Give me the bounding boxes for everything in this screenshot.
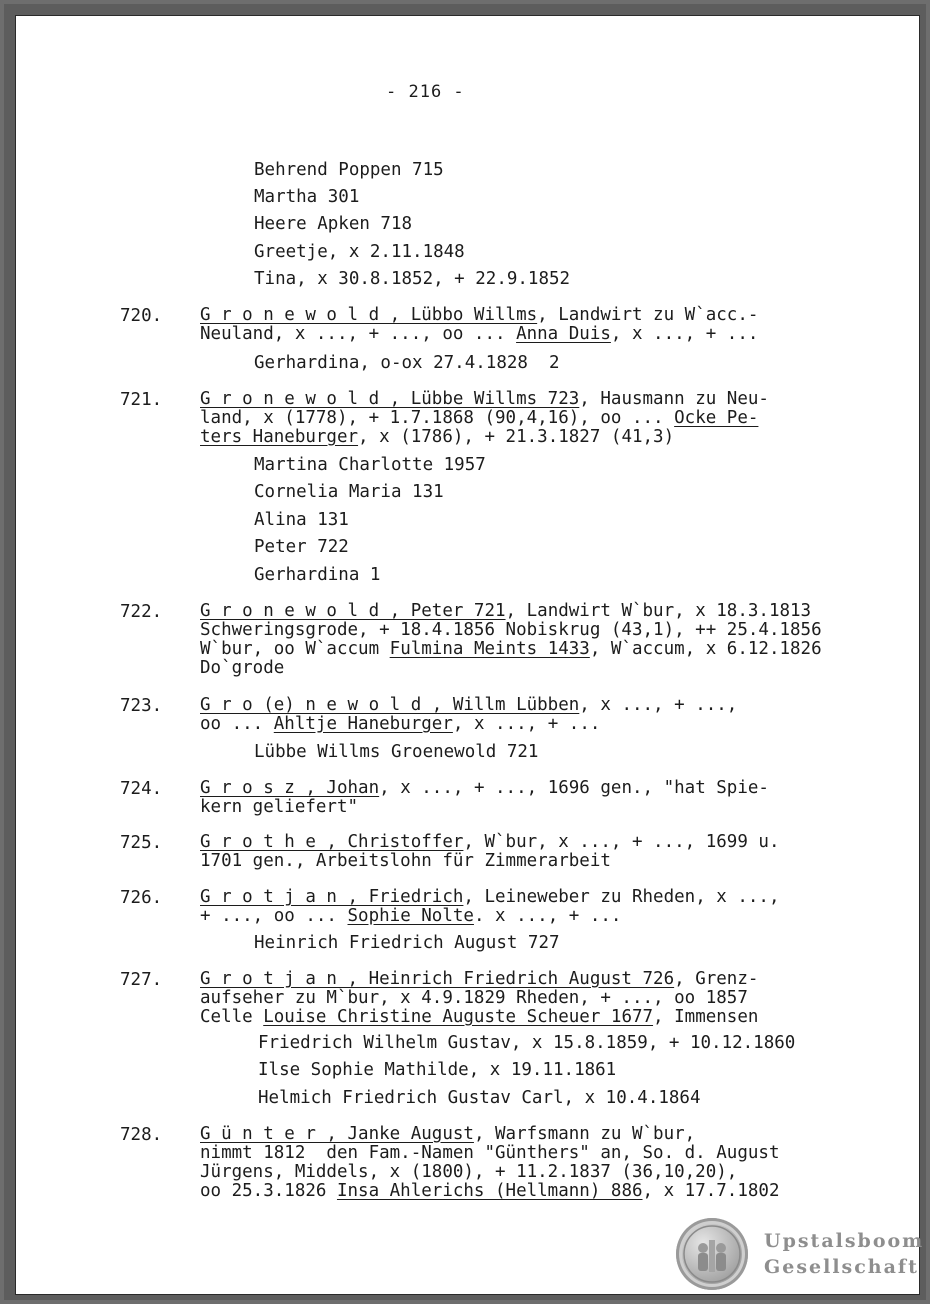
person-name: G r o n e w o l d , Lübbe Willms 723 <box>200 389 580 409</box>
child-line: Alina 131 <box>254 510 349 530</box>
person-name: G r o t j a n , Heinrich Friedrich August 726 <box>200 969 675 989</box>
entry-line <box>200 428 674 447</box>
entry-text: , Hausmann zu Neu- <box>579 389 769 409</box>
spouse-name: ters Haneburger <box>200 427 359 447</box>
entry-line <box>200 907 621 926</box>
entry-line <box>200 833 779 852</box>
entry-text: , x ..., + ..., <box>579 695 738 715</box>
entry-line <box>200 602 811 621</box>
person-name: G r o (e) n e w o l d , Willm Lübben <box>200 695 580 715</box>
entry-text: , x (1786), + 21.3.1827 (41,3) <box>358 427 675 447</box>
entry-line <box>200 696 737 715</box>
entry-line <box>200 640 822 659</box>
entry-line <box>200 715 600 734</box>
entry-line <box>200 325 758 344</box>
entry-number: 726. <box>120 888 163 908</box>
entry-text: , x ..., + ..., 1696 gen., "hat Spie- <box>379 778 769 798</box>
spouse-name: Ahltje Haneburger <box>273 714 453 734</box>
child-line: Behrend Poppen 715 <box>254 160 444 180</box>
child-line: Helmich Friedrich Gustav Carl, x 10.4.1864 <box>258 1088 701 1108</box>
spouse-name: Fulmina Meints 1433 <box>389 639 590 659</box>
spouse-name: Insa Ahlerichs (Hellmann) 886 <box>336 1181 643 1201</box>
entry-number: 720. <box>120 306 163 326</box>
entry-text: , Landwirt zu W`acc.- <box>537 305 759 325</box>
page-frame <box>4 4 926 1300</box>
entry-text: . x ..., + ... <box>473 906 622 926</box>
entry-text: , Warfsmann zu W`bur, <box>473 1124 696 1144</box>
person-name: G r o t j a n , Friedrich <box>200 887 464 907</box>
child-line: Ilse Sophie Mathilde, x 19.11.1861 <box>258 1060 617 1080</box>
entry-line <box>200 1125 695 1144</box>
entry-line: 1701 gen., Arbeitslohn für Zimmerarbeit <box>200 851 611 871</box>
child-line: Friedrich Wilhelm Gustav, x 15.8.1859, + 10.12.1860 <box>258 1033 796 1053</box>
entry-text: W`bur, oo W`accum <box>200 639 390 659</box>
entry-number: 722. <box>120 602 163 622</box>
child-line: Greetje, x 2.11.1848 <box>254 242 465 262</box>
entry-line: Do`grode <box>200 658 285 678</box>
child-line: Peter 722 <box>254 537 349 557</box>
child-line: Cornelia Maria 131 <box>254 482 444 502</box>
entry-line <box>200 888 779 907</box>
child-line: Heinrich Friedrich August 727 <box>254 933 560 953</box>
entry-text: , x ..., + ... <box>452 714 601 734</box>
entry-text: Celle <box>200 1007 264 1027</box>
entry-text: , Grenz- <box>674 969 759 989</box>
entry-line <box>200 779 769 798</box>
entry-line <box>200 390 769 409</box>
entry-line: kern geliefert" <box>200 797 359 817</box>
seal-emblem-icon <box>676 1218 748 1290</box>
child-line: Gerhardina 1 <box>254 565 381 585</box>
child-line: Martha 301 <box>254 187 360 207</box>
document-page <box>16 16 925 1294</box>
spouse-name: Ocke Pe- <box>674 408 759 428</box>
entry-number: 721. <box>120 390 163 410</box>
entry-text: Neuland, x ..., + ..., oo ... <box>200 324 517 344</box>
entry-line <box>200 970 758 989</box>
entry-text: , W`accum, x 6.12.1826 <box>589 639 822 659</box>
entry-line: aufseher zu M`bur, x 4.9.1829 Rheden, + ..., oo 1857 <box>200 988 748 1008</box>
entry-text: , Landwirt W`bur, x 18.3.1813 <box>505 601 812 621</box>
page-number: - 216 - <box>386 82 465 102</box>
logo-line-2: Gesellschaft <box>764 1256 919 1278</box>
entry-number: 725. <box>120 833 163 853</box>
entry-text: oo ... <box>200 714 274 734</box>
entry-text: + ..., oo ... <box>200 906 348 926</box>
entry-text: land, x (1778), + 1.7.1868 (90,4,16), oo ... <box>200 408 675 428</box>
entry-number: 723. <box>120 696 163 716</box>
person-name: G r o n e w o l d , Lübbo Willms <box>200 305 538 325</box>
entry-number: 724. <box>120 779 163 799</box>
child-line: Tina, x 30.8.1852, + 22.9.1852 <box>254 269 571 289</box>
entry-text: , Leineweber zu Rheden, x ..., <box>463 887 780 907</box>
child-line: Lübbe Willms Groenewold 721 <box>254 742 539 762</box>
entry-text: , Immensen <box>653 1007 759 1027</box>
publisher-logo <box>676 1216 925 1296</box>
entry-line <box>200 409 758 428</box>
entry-number: 728. <box>120 1125 163 1145</box>
entry-text: oo 25.3.1826 <box>200 1181 337 1201</box>
person-name: G r o s z , Johan <box>200 778 380 798</box>
logo-line-1: Upstalsboom <box>764 1230 925 1252</box>
entry-line <box>200 306 758 325</box>
child-line: Heere Apken 718 <box>254 214 413 234</box>
person-name: G ü n t e r , Janke August <box>200 1124 474 1144</box>
entry-text: , W`bur, x ..., + ..., 1699 u. <box>463 832 780 852</box>
child-line: Gerhardina, o-ox 27.4.1828 2 <box>254 353 560 373</box>
entry-text: , x ..., + ... <box>610 324 759 344</box>
child-line: Martina Charlotte 1957 <box>254 455 486 475</box>
entry-line: nimmt 1812 den Fam.-Namen "Günthers" an, So. d. August <box>200 1143 780 1163</box>
person-name: G r o t h e , Christoffer <box>200 832 464 852</box>
entry-line <box>200 1182 779 1201</box>
spouse-name: Anna Duis <box>516 324 611 344</box>
spouse-name: Sophie Nolte <box>347 906 474 926</box>
entry-line: Schweringsgrode, + 18.4.1856 Nobiskrug (43,1), ++ 25.4.1856 <box>200 620 822 640</box>
entry-text: , x 17.7.1802 <box>642 1181 780 1201</box>
entry-line <box>200 1008 758 1027</box>
entry-number: 727. <box>120 970 163 990</box>
entry-line: Jürgens, Middels, x (1800), + 11.2.1837 (36,10,20), <box>200 1162 738 1182</box>
spouse-name: Louise Christine Auguste Scheuer 1677 <box>263 1007 654 1027</box>
person-name: G r o n e w o l d , Peter 721 <box>200 601 506 621</box>
